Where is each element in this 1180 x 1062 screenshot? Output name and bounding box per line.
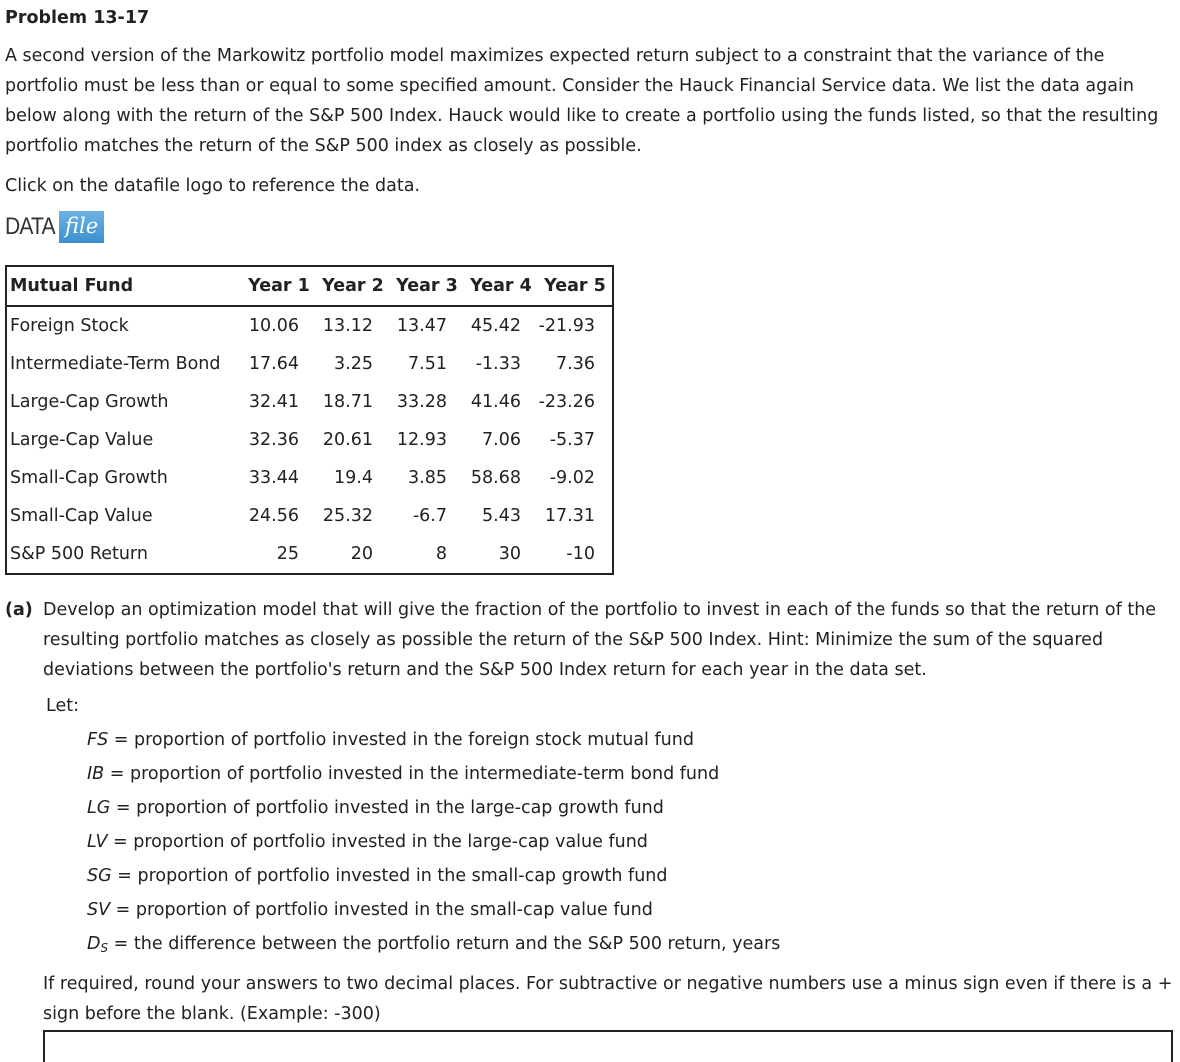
fund-value: 25.32 bbox=[322, 506, 373, 526]
variable-definitions bbox=[87, 725, 780, 963]
fund-value: -1.33 bbox=[475, 354, 521, 374]
fund-value: 17.64 bbox=[248, 354, 299, 374]
variable-description: proportion of portfolio invested in the foreign stock mutual fund bbox=[133, 730, 694, 750]
variable-name: SV bbox=[87, 900, 111, 920]
variable-description: proportion of portfolio invested in the small-cap growth fund bbox=[137, 866, 668, 886]
fund-value: 7.51 bbox=[408, 354, 447, 374]
fund-name: Large-Cap Value bbox=[10, 430, 154, 450]
header-year-5: Year 5 bbox=[538, 266, 613, 306]
part-a-text: Develop an optimization model that will give the fraction of the portfolio to invest in each of the funds so that the return of the resulting portfolio matches as closely as possible the return of the S&P 500 Index. Hint: Minimize the sum of the squared deviations between the portfolio's return and the S&P 500 Index return for each year in the data set. bbox=[43, 600, 1157, 680]
variable-name: IB bbox=[87, 764, 105, 784]
problem-title: Problem 13-17 bbox=[5, 8, 150, 28]
fund-value: 32.41 bbox=[248, 392, 299, 412]
fund-name: Large-Cap Growth bbox=[10, 392, 169, 412]
header-year-1: Year 1 bbox=[242, 266, 316, 306]
fund-value: 30 bbox=[498, 544, 521, 564]
fund-value: -5.37 bbox=[549, 430, 595, 450]
let-label: Let: bbox=[46, 696, 79, 716]
variable-description: proportion of portfolio invested in the intermediate-term bond fund bbox=[129, 764, 720, 784]
fund-returns-table bbox=[5, 265, 614, 575]
header-mutual-fund: Mutual Fund bbox=[6, 266, 242, 306]
table-row bbox=[6, 421, 613, 459]
problem-intro: A second version of the Markowitz portfolio model maximizes expected return subject to a constraint that the variance of the portfolio must be less than or equal to some specified amount. Consider the Hauck Financial Service data. We list the data again below along with the return of the S&P 500 Index. Hauck would like to create a portfolio using the funds listed, so that the resulting portfolio matches the return of the S&P 500 index as closely as possible. bbox=[5, 46, 1159, 156]
table-row bbox=[6, 497, 613, 535]
fund-value: 8 bbox=[435, 544, 447, 564]
variable-name: FS bbox=[87, 730, 109, 750]
fund-value: 32.36 bbox=[248, 430, 299, 450]
datafile-logo-file-word: file bbox=[59, 211, 104, 243]
variable-subscript: S bbox=[100, 941, 109, 955]
fund-value: 5.43 bbox=[482, 506, 521, 526]
definition-sg: SG = proportion of portfolio invested in the small-cap growth fund bbox=[87, 866, 668, 886]
fund-value: 41.46 bbox=[470, 392, 521, 412]
definition-ds: $D_S$ = the difference between the portfolio return and the S&P 500 return, years bbox=[87, 934, 781, 955]
fund-value: 3.25 bbox=[334, 354, 373, 374]
fund-value: 20.61 bbox=[322, 430, 373, 450]
variable-base: D bbox=[87, 934, 101, 954]
fund-value: -6.7 bbox=[412, 506, 447, 526]
definition-sv: SV = proportion of portfolio invested in the small-cap value fund bbox=[87, 900, 653, 920]
table-row bbox=[6, 459, 613, 497]
datafile-logo-data-word: DATA bbox=[5, 213, 55, 240]
fund-value: 24.56 bbox=[248, 506, 299, 526]
header-year-3: Year 3 bbox=[390, 266, 464, 306]
part-a-label: (a) bbox=[5, 600, 33, 620]
datafile-instruction: Click on the datafile logo to reference the data. bbox=[5, 176, 421, 196]
variable-name: SG bbox=[87, 866, 112, 886]
fund-value: 12.93 bbox=[396, 430, 447, 450]
fund-value: 20 bbox=[350, 544, 373, 564]
fund-value: -23.26 bbox=[538, 392, 595, 412]
table-row bbox=[6, 306, 613, 345]
part-a-question bbox=[5, 595, 1175, 685]
fund-name: Intermediate-Term Bond bbox=[10, 354, 221, 374]
variable-description: proportion of portfolio invested in the large-cap growth fund bbox=[136, 798, 664, 818]
fund-value: 13.47 bbox=[396, 316, 447, 336]
rounding-instructions: If required, round your answers to two decimal places. For subtractive or negative numbers use a minus sign even if there is a + sign before the blank. (Example: -300) bbox=[43, 974, 1173, 1024]
variable-description: proportion of portfolio invested in the large-cap value fund bbox=[133, 832, 648, 852]
fund-value: 7.06 bbox=[482, 430, 521, 450]
fund-value: 7.36 bbox=[556, 354, 595, 374]
fund-value: 18.71 bbox=[322, 392, 373, 412]
datafile-logo[interactable] bbox=[5, 210, 104, 244]
table-header-row bbox=[6, 266, 613, 306]
fund-value: 58.68 bbox=[470, 468, 521, 488]
definition-lv: LV = proportion of portfolio invested in the large-cap value fund bbox=[87, 832, 648, 852]
definition-lg: LG = proportion of portfolio invested in the large-cap growth fund bbox=[87, 798, 664, 818]
fund-value: 45.42 bbox=[470, 316, 521, 336]
answer-box[interactable] bbox=[43, 1030, 1173, 1062]
variable-description: the difference between the portfolio return and the S&P 500 return, years bbox=[133, 934, 781, 954]
fund-value: 13.12 bbox=[322, 316, 373, 336]
variable-name: LG bbox=[87, 798, 111, 818]
fund-value: -9.02 bbox=[549, 468, 595, 488]
table-row bbox=[6, 345, 613, 383]
definition-ib: IB = proportion of portfolio invested in the intermediate-term bond fund bbox=[87, 764, 720, 784]
variable-name bbox=[87, 934, 108, 954]
fund-name: Foreign Stock bbox=[10, 316, 129, 336]
header-year-4: Year 4 bbox=[464, 266, 538, 306]
fund-value: 10.06 bbox=[248, 316, 299, 336]
fund-value: -10 bbox=[566, 544, 595, 564]
fund-value: -21.93 bbox=[538, 316, 595, 336]
variable-description: proportion of portfolio invested in the small-cap value fund bbox=[135, 900, 653, 920]
fund-name: S&P 500 Return bbox=[10, 544, 148, 564]
fund-value: 25 bbox=[276, 544, 299, 564]
fund-name: Small-Cap Growth bbox=[10, 468, 168, 488]
fund-value: 19.4 bbox=[334, 468, 373, 488]
fund-value: 3.85 bbox=[408, 468, 447, 488]
header-year-2: Year 2 bbox=[316, 266, 390, 306]
variable-name: LV bbox=[87, 832, 108, 852]
fund-value: 17.31 bbox=[544, 506, 595, 526]
table-row bbox=[6, 383, 613, 421]
fund-value: 33.28 bbox=[396, 392, 447, 412]
definition-fs: FS = proportion of portfolio invested in the foreign stock mutual fund bbox=[87, 730, 694, 750]
fund-value: 33.44 bbox=[248, 468, 299, 488]
fund-name: Small-Cap Value bbox=[10, 506, 153, 526]
table-row bbox=[6, 535, 613, 574]
